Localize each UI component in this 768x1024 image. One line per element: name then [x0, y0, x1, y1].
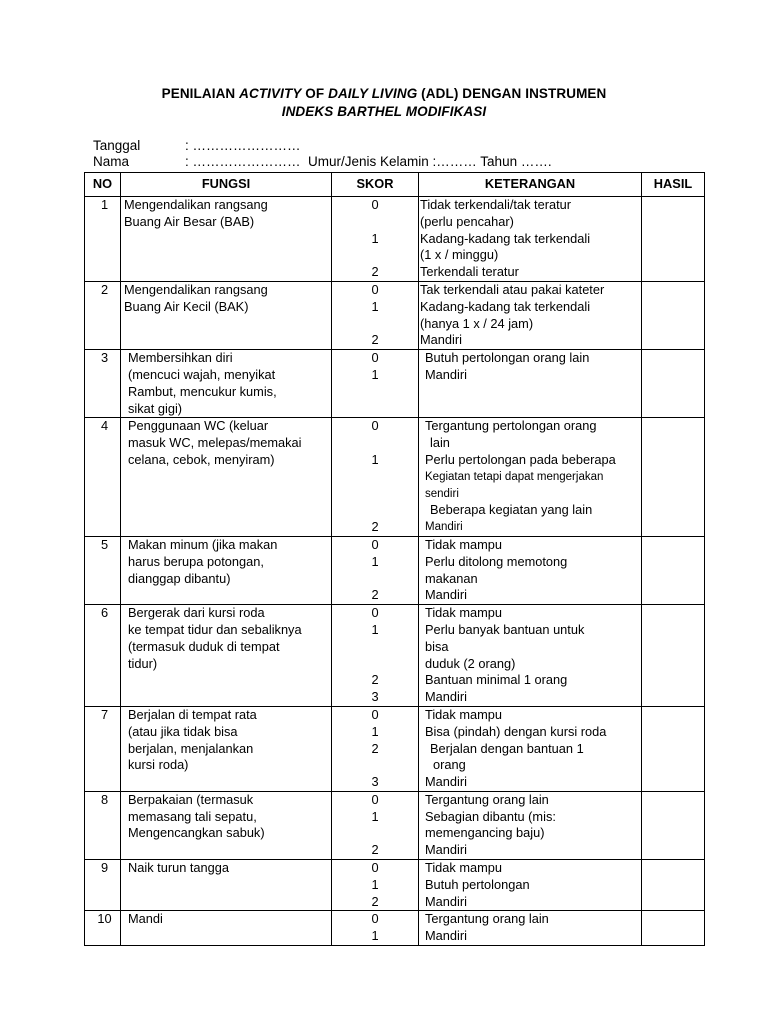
skor-cell: [332, 605, 419, 707]
keterangan-cell-line: Berjalan dengan bantuan 1: [430, 740, 584, 756]
fungsi-cell-line: [124, 247, 331, 264]
fungsi-cell: [121, 860, 332, 911]
keterangan-cell-line: Sebagian dibantu (mis:: [425, 808, 556, 824]
fungsi-cell-line: dianggap dibantu): [128, 570, 231, 586]
hasil-cell[interactable]: [642, 605, 705, 707]
tanggal-value: : ……………………: [185, 138, 301, 153]
keterangan-cell-line: memengancing baju): [425, 825, 545, 841]
keterangan-cell-line: Tak terkendali atau pakai kateter: [420, 281, 605, 297]
skor-cell-line: 2: [371, 740, 379, 756]
keterangan-cell-line: Mandiri: [425, 928, 467, 944]
fungsi-cell-line: Rambut, mencukur kumis,: [128, 383, 277, 399]
keterangan-cell: [419, 418, 642, 537]
header-keterangan: KETERANGAN: [419, 173, 642, 197]
fungsi-cell: [121, 350, 332, 418]
skor-cell: [332, 791, 419, 859]
skor-cell-line: [332, 486, 418, 503]
keterangan-cell: [419, 197, 642, 282]
skor-cell-line: 0: [371, 605, 379, 621]
skor-cell: [332, 418, 419, 537]
fungsi-cell-line: (termasuk duduk di tempat: [128, 638, 280, 654]
table-row: [85, 350, 705, 418]
keterangan-cell-line: Mandiri: [425, 893, 467, 909]
keterangan-cell-line: Kadang-kadang tak terkendali: [420, 230, 591, 246]
row-number: 2: [85, 281, 121, 349]
row-number: 8: [85, 791, 121, 859]
skor-cell-line: 1: [371, 621, 379, 637]
skor-cell-line: 2: [371, 587, 379, 603]
document-subtitle: INDEKS BARTHEL MODIFIKASI: [281, 104, 487, 119]
skor-cell-line: 2: [371, 893, 379, 909]
keterangan-cell-line: Mandiri: [425, 774, 467, 790]
hasil-cell[interactable]: [642, 860, 705, 911]
table-row: [85, 605, 705, 707]
fungsi-cell-line: Membersihkan diri: [128, 350, 233, 366]
fungsi-cell-line: [124, 231, 331, 248]
skor-cell-line: 3: [371, 774, 379, 790]
fungsi-cell: [121, 791, 332, 859]
skor-cell-line: 0: [371, 197, 379, 212]
tanggal-row: [93, 138, 301, 153]
keterangan-cell-line: Tergantung orang lain: [425, 911, 549, 927]
skor-cell: [332, 281, 419, 349]
skor-cell-line: [332, 639, 418, 656]
keterangan-cell-line: Butuh pertolongan: [425, 876, 530, 892]
title-part: PENILAIAN: [161, 86, 240, 101]
skor-cell-line: 2: [371, 332, 379, 348]
fungsi-cell-line: Penggunaan WC (keluar: [128, 418, 269, 434]
table-row: [85, 911, 705, 946]
keterangan-cell: [419, 350, 642, 418]
header-hasil: HASIL: [642, 173, 705, 197]
table-header-row: [85, 173, 705, 197]
keterangan-cell-line: Tidak mampu: [425, 860, 503, 876]
skor-cell-line: 0: [371, 911, 379, 927]
skor-cell: [332, 706, 419, 791]
table-row: [85, 197, 705, 282]
keterangan-cell: [419, 706, 642, 791]
row-number: 10: [85, 911, 121, 946]
fungsi-cell-line: Mengendalikan rangsang: [124, 281, 268, 297]
skor-cell-line: 3: [371, 689, 379, 705]
fungsi-cell-line: memasang tali sepatu,: [128, 808, 257, 824]
keterangan-cell: [419, 860, 642, 911]
keterangan-cell-line: Tidak terkendali/tak teratur: [420, 197, 572, 212]
row-number: 6: [85, 605, 121, 707]
fungsi-cell-line: tidur): [128, 655, 158, 671]
fungsi-cell-line: ke tempat tidur dan sebaliknya: [128, 621, 302, 637]
nama-row: [93, 154, 552, 169]
keterangan-cell-line: Tergantung pertolongan orang: [425, 418, 597, 434]
row-number: 4: [85, 418, 121, 537]
skor-cell: [332, 860, 419, 911]
skor-cell-line: 1: [371, 230, 379, 246]
fungsi-cell: [121, 911, 332, 946]
keterangan-cell-line: (hanya 1 x / 24 jam): [420, 315, 534, 331]
keterangan-cell-line: Mandiri: [425, 366, 467, 382]
fungsi-cell-line: Buang Air Kecil (BAK): [124, 298, 249, 314]
fungsi-cell-line: masuk WC, melepas/memakai: [128, 435, 302, 451]
hasil-cell[interactable]: [642, 281, 705, 349]
keterangan-cell-line: Perlu pertolongan pada beberapa: [425, 451, 616, 467]
skor-cell-line: [332, 316, 418, 333]
skor-cell: [332, 350, 419, 418]
skor-cell-line: 1: [371, 928, 379, 944]
skor-cell-line: 0: [371, 418, 379, 434]
keterangan-cell-line: Tergantung orang lain: [425, 791, 549, 807]
row-number: 7: [85, 706, 121, 791]
table-row: [85, 706, 705, 791]
keterangan-cell-line: bisa: [425, 638, 449, 654]
skor-cell-line: [332, 825, 418, 842]
fungsi-cell-line: Buang Air Besar (BAB): [124, 213, 255, 229]
skor-cell-line: 0: [371, 791, 379, 807]
fungsi-cell: [121, 605, 332, 707]
keterangan-cell-line: Mandiri: [425, 587, 467, 603]
skor-cell-line: [332, 435, 418, 452]
fungsi-cell-line: kursi roda): [128, 757, 189, 773]
skor-cell-line: [332, 571, 418, 588]
fungsi-cell-line: Mandi: [128, 911, 163, 927]
skor-cell-line: 1: [371, 298, 379, 314]
skor-cell-line: 0: [371, 860, 379, 876]
skor-cell-line: [332, 757, 418, 774]
keterangan-cell: [419, 536, 642, 604]
hasil-cell[interactable]: [642, 791, 705, 859]
table-row: [85, 418, 705, 537]
fungsi-cell: [121, 197, 332, 282]
keterangan-cell-line: duduk (2 orang): [425, 655, 516, 671]
header-fungsi: FUNGSI: [121, 173, 332, 197]
title-part-italic: DAILY LIVING: [328, 86, 418, 101]
fungsi-cell-line: sikat gigi): [128, 400, 183, 416]
fungsi-cell-line: Bergerak dari kursi roda: [128, 605, 265, 621]
hasil-cell[interactable]: [642, 536, 705, 604]
keterangan-cell-line: Perlu banyak bantuan untuk: [425, 621, 585, 637]
skor-cell-line: 0: [371, 281, 379, 297]
keterangan-cell-line: makanan: [425, 570, 478, 586]
keterangan-cell-line: lain: [430, 435, 450, 451]
skor-cell-line: [332, 214, 418, 231]
row-number: 3: [85, 350, 121, 418]
fungsi-cell-line: Berjalan di tempat rata: [128, 706, 257, 722]
hasil-cell[interactable]: [642, 197, 705, 282]
title-part: OF: [301, 86, 329, 101]
fungsi-cell-line: (atau jika tidak bisa: [128, 723, 238, 739]
keterangan-cell-line: sendiri: [425, 487, 459, 500]
title-part: (ADL) DENGAN INSTRUMEN: [417, 86, 607, 101]
keterangan-cell: [419, 791, 642, 859]
skor-cell-line: 1: [371, 808, 379, 824]
title-part-italic: ACTIVITY: [239, 86, 302, 101]
keterangan-cell-line: Kegiatan tetapi dapat mengerjakan: [425, 470, 604, 483]
fungsi-cell-line: Mengencangkan sabuk): [128, 825, 265, 841]
skor-cell-line: 2: [371, 672, 379, 688]
keterangan-cell: [419, 281, 642, 349]
document-title: [0, 86, 768, 101]
header-skor: SKOR: [332, 173, 419, 197]
table-row: [85, 536, 705, 604]
keterangan-cell-line: Kadang-kadang tak terkendali: [420, 298, 591, 314]
keterangan-cell-line: (1 x / minggu): [420, 247, 499, 263]
fungsi-cell-line: harus berupa potongan,: [128, 553, 264, 569]
fungsi-cell-line: (mencuci wajah, menyikat: [128, 366, 276, 382]
keterangan-cell-line: Mandiri: [425, 521, 463, 534]
skor-cell-line: [332, 247, 418, 264]
fungsi-cell-line: berjalan, menjalankan: [128, 740, 254, 756]
skor-cell-line: 2: [371, 264, 379, 280]
keterangan-cell-line: Bantuan minimal 1 orang: [425, 672, 568, 688]
header-no: NO: [85, 173, 121, 197]
skor-cell-line: 2: [371, 842, 379, 858]
keterangan-cell-line: Mandiri: [425, 842, 467, 858]
fungsi-cell-line: Mengendalikan rangsang: [124, 197, 268, 212]
hasil-cell[interactable]: [642, 350, 705, 418]
skor-cell-line: 2: [371, 519, 379, 535]
keterangan-cell-line: Perlu ditolong memotong: [425, 553, 568, 569]
nama-value: : …………………… Umur/Jenis Kelamin :……… Tahun …….: [185, 154, 552, 169]
hasil-cell[interactable]: [642, 706, 705, 791]
keterangan-cell-line: Bisa (pindah) dengan kursi roda: [425, 723, 607, 739]
row-number: 1: [85, 197, 121, 282]
table-row: [85, 860, 705, 911]
keterangan-cell: [419, 911, 642, 946]
nama-label: Nama: [93, 154, 130, 169]
skor-cell-line: 1: [371, 366, 379, 382]
keterangan-cell-line: Beberapa kegiatan yang lain: [430, 502, 593, 518]
keterangan-cell-line: Mandiri: [425, 689, 467, 705]
keterangan-cell-line: Butuh pertolongan orang lain: [425, 350, 590, 366]
keterangan-cell-line: Tidak mampu: [425, 706, 503, 722]
skor-cell: [332, 536, 419, 604]
skor-cell: [332, 911, 419, 946]
keterangan-cell-line: Tidak mampu: [425, 536, 503, 552]
row-number: 5: [85, 536, 121, 604]
fungsi-cell: [121, 281, 332, 349]
barthel-table: [84, 172, 705, 946]
fungsi-cell-line: Berpakaian (termasuk: [128, 791, 254, 807]
fungsi-cell: [121, 706, 332, 791]
keterangan-cell-line: Tidak mampu: [425, 605, 503, 621]
keterangan-cell-line: orang: [433, 757, 466, 773]
skor-cell: [332, 197, 419, 282]
skor-cell-line: [332, 656, 418, 673]
fungsi-cell: [121, 536, 332, 604]
row-number: 9: [85, 860, 121, 911]
skor-cell-line: 0: [371, 350, 379, 366]
table-row: [85, 281, 705, 349]
hasil-cell[interactable]: [642, 418, 705, 537]
skor-cell-line: 1: [371, 723, 379, 739]
skor-cell-line: 0: [371, 536, 379, 552]
skor-cell-line: 1: [371, 451, 379, 467]
keterangan-cell-line: Mandiri: [420, 332, 462, 348]
fungsi-cell-line: Naik turun tangga: [128, 860, 230, 876]
fungsi-cell: [121, 418, 332, 537]
skor-cell-line: 1: [371, 553, 379, 569]
tanggal-label: Tanggal: [93, 138, 141, 153]
keterangan-cell: [419, 605, 642, 707]
skor-cell-line: 0: [371, 706, 379, 722]
skor-cell-line: [332, 502, 418, 519]
keterangan-cell-line: (perlu pencahar): [420, 213, 514, 229]
hasil-cell[interactable]: [642, 911, 705, 946]
fungsi-cell-line: celana, cebok, menyiram): [128, 451, 275, 467]
skor-cell-line: 1: [371, 876, 379, 892]
skor-cell-line: [332, 469, 418, 486]
fungsi-cell-line: Makan minum (jika makan: [128, 536, 278, 552]
table-row: [85, 791, 705, 859]
keterangan-cell-line: Terkendali teratur: [420, 264, 519, 280]
